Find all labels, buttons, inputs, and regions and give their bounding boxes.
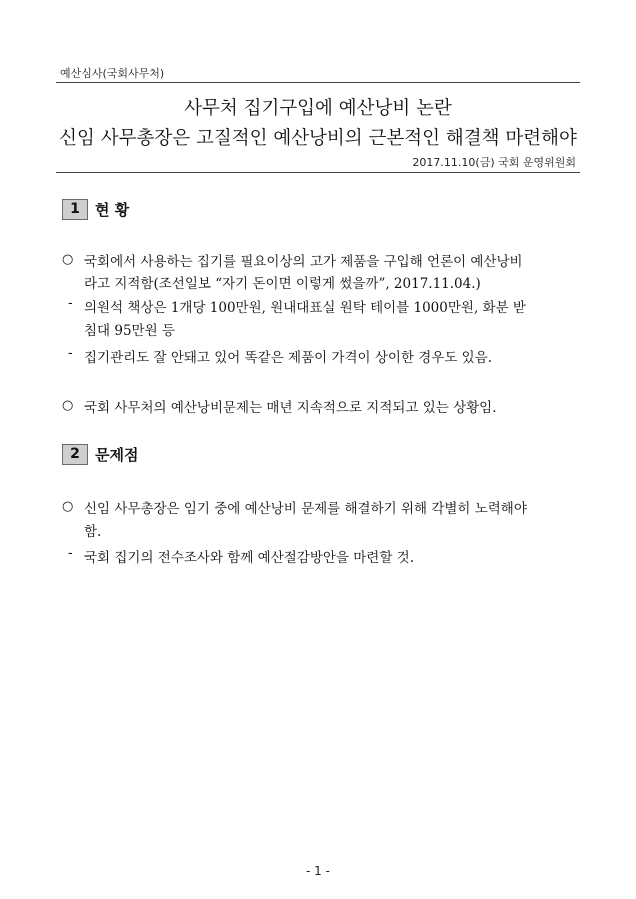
paragraph-line: 국회 사무처의 예산낭비문제는 매년 지속적으로 지적되고 있는 상황임. bbox=[84, 400, 497, 416]
section-title: 문제점 bbox=[95, 445, 139, 464]
circle-bullet-icon: ○ bbox=[62, 499, 74, 514]
section-number-badge: 1 bbox=[62, 199, 88, 220]
section-heading-1 bbox=[62, 199, 129, 219]
date-line: 2017.11.10(금) 국회 운영위원회 bbox=[412, 156, 576, 169]
title-line-1: 사무처 집기구입에 예산낭비 논란 bbox=[184, 98, 452, 119]
paragraph-line: 국회 집기의 전수조사와 함께 예산절감방안을 마련할 것. bbox=[84, 550, 414, 566]
header-tag: 예산심사(국회사무처) bbox=[60, 67, 165, 80]
paragraph-line: 함. bbox=[84, 524, 102, 540]
dash-bullet: - bbox=[68, 546, 73, 561]
paragraph-line: 국회에서 사용하는 집기를 필요이상의 고가 제품을 구입해 언론이 예산낭비 bbox=[84, 254, 523, 270]
dash-bullet: - bbox=[68, 296, 73, 311]
paragraph-line: 의원석 책상은 1개당 100만원, 원내대표실 원탁 테이블 1000만원, 화분 받 bbox=[84, 300, 526, 316]
circle-bullet-icon: ○ bbox=[62, 252, 74, 267]
section-heading-2 bbox=[62, 444, 138, 464]
header-rule bbox=[56, 82, 580, 83]
paragraph-line: 신임 사무총장은 임기 중에 예산낭비 문제를 해결하기 위해 각별히 노력해야 bbox=[84, 501, 527, 517]
title-line-2: 신임 사무총장은 고질적인 예산낭비의 근본적인 해결책 마련해야 bbox=[59, 128, 577, 149]
date-rule bbox=[56, 172, 580, 173]
section-number-badge: 2 bbox=[62, 444, 88, 465]
dash-bullet: - bbox=[68, 346, 73, 361]
paragraph-line: 라고 지적함(조선일보 “자기 돈이면 이렇게 썼을까”, 2017.11.04.) bbox=[84, 276, 481, 292]
circle-bullet-icon: ○ bbox=[62, 398, 74, 413]
page-number: - 1 - bbox=[306, 864, 330, 878]
paragraph-line: 침대 95만원 등 bbox=[84, 323, 175, 339]
paragraph-line: 집기관리도 잘 안돼고 있어 똑같은 제품이 가격이 상이한 경우도 있음. bbox=[84, 350, 493, 366]
section-title: 현 황 bbox=[95, 200, 130, 219]
